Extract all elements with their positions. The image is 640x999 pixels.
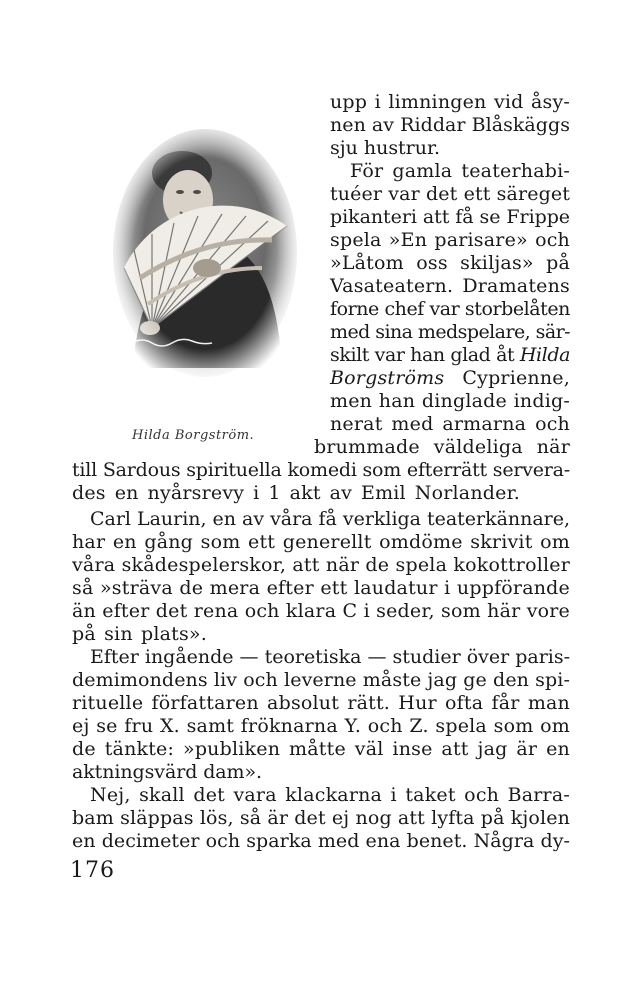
line-text: på sin plats».	[72, 623, 207, 645]
line-text: upp i limningen vid åsy-	[330, 91, 570, 113]
line-text: ej se fru X. samt fröknarna Y. och Z. spela som om	[72, 715, 570, 737]
text-line	[72, 761, 262, 784]
text-line	[330, 413, 570, 436]
text-line	[72, 531, 570, 554]
text-line	[72, 554, 570, 577]
line-text: Vasateatern. Dramatens	[330, 275, 570, 297]
line-text: Efter ingående — teoretiska — studier över paris-	[90, 646, 570, 668]
line-text: rituelle författaren absolut rätt. Hur ofta får man	[72, 692, 570, 714]
text-line	[72, 600, 570, 623]
line-text: våra skådespelerskor, att när de spela kokottroller	[72, 554, 570, 576]
text-line	[72, 623, 207, 646]
text-line	[72, 807, 570, 830]
text-line	[330, 114, 570, 137]
line-text: har en gång som ett generellt omdöme skrivit om	[72, 531, 570, 553]
line-text: sju hustrur.	[330, 137, 440, 159]
text-line	[330, 344, 570, 367]
text-line	[72, 459, 570, 482]
text-line	[72, 669, 570, 692]
text-line	[72, 692, 570, 715]
text-line	[330, 137, 440, 160]
line-text: »Låtom oss skiljas» på	[330, 252, 570, 274]
line-text: så »sträva de mera efter ett laudatur i uppförande	[72, 577, 570, 599]
text-line	[330, 275, 570, 298]
text-line	[72, 577, 570, 600]
italic-text: Borgströms	[330, 367, 445, 389]
line-text: en decimeter och sparka med ena benet. Några dy-	[72, 830, 570, 852]
line-text: tuéer var det ett säreget	[330, 183, 570, 205]
line-text: För gamla teaterhabi-	[350, 160, 570, 182]
text-line	[330, 390, 570, 413]
line-text: demimondens liv och leverne måste jag ge den spi-	[72, 669, 570, 691]
text-line	[330, 298, 570, 321]
figure-caption: Hilda Borgström.	[132, 428, 255, 443]
text-line	[330, 367, 570, 390]
text-line	[330, 91, 570, 114]
text-line	[72, 738, 570, 761]
line-text: skilt var han glad åt	[330, 344, 520, 366]
line-text: bam släppas lös, så är det ej nog att lyfta på kjolen	[72, 807, 570, 829]
text-line	[314, 436, 570, 459]
text-line	[72, 830, 570, 853]
line-text: Cyprienne,	[444, 367, 570, 389]
text-line	[72, 715, 570, 738]
text-line	[90, 646, 570, 669]
text-line	[330, 229, 570, 252]
text-line	[350, 160, 570, 183]
line-text: forne chef var storbelåten	[330, 298, 570, 320]
line-text: Carl Laurin, en av våra få verkliga teaterkännare,	[90, 508, 570, 530]
line-text: än efter det rena och klara C i seder, som här vore	[72, 600, 570, 622]
line-text: pikanteri att få se Frippe	[330, 206, 571, 228]
line-text: nen av Riddar Blåskäggs	[330, 114, 570, 136]
line-text: men han dinglade indig-	[330, 390, 570, 412]
page-number: 176	[70, 858, 115, 883]
line-text: brummade väldeliga när	[314, 436, 570, 458]
italic-text: Hilda	[519, 344, 570, 366]
text-line	[90, 508, 570, 531]
line-text: Nej, skall det vara klackarna i taket och Barra-	[90, 784, 570, 806]
line-text: nerat med armarna och	[330, 413, 570, 435]
text-line	[330, 252, 570, 275]
text-line	[72, 482, 520, 505]
line-text: de tänkte: »publiken måtte väl inse att jag är en	[72, 738, 570, 760]
text-line	[330, 206, 570, 229]
line-text: med sina medspelare, sär-	[330, 321, 570, 343]
text-line	[90, 784, 570, 807]
line-text: des en nyårsrevy i 1 akt av Emil Norlander.	[72, 482, 520, 504]
text-line	[330, 183, 570, 206]
portrait-photograph	[112, 128, 298, 378]
line-text: spela »En parisare» och	[330, 229, 570, 251]
line-text: till Sardous spirituella komedi som efterrätt servera-	[72, 459, 570, 481]
line-text: aktningsvärd dam».	[72, 761, 262, 783]
text-line	[330, 321, 570, 344]
